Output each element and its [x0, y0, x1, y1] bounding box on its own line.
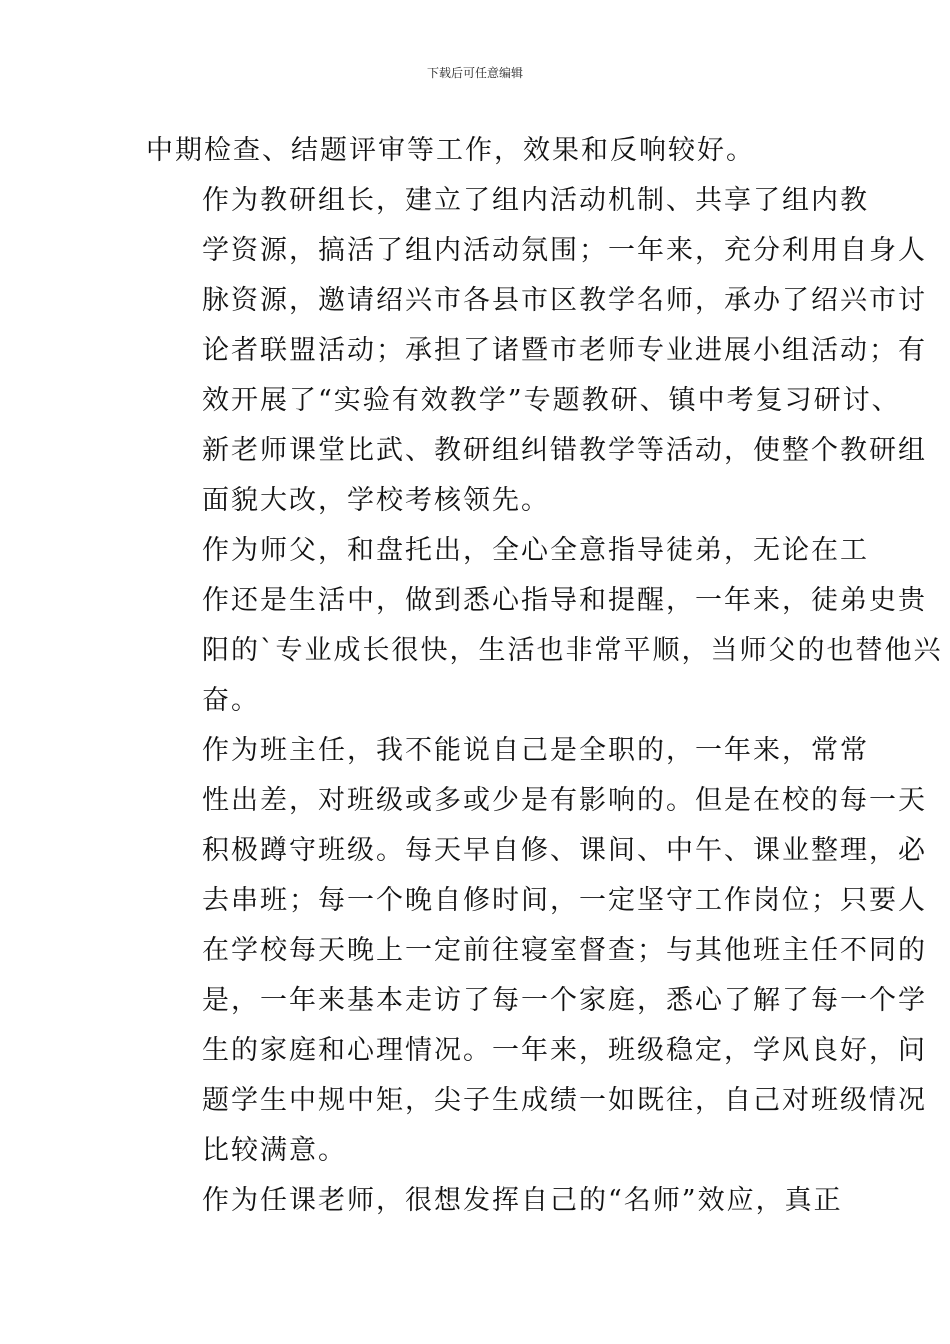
text-line: 学资源，搞活了组内活动氛围；一年来，充分利用自身人 — [202, 235, 927, 266]
text-line: 作为班主任，我不能说自己是全职的，一年来，常常 — [202, 735, 869, 766]
text-line: 是，一年来基本走访了每一个家庭，悉心了解了每一个学 — [202, 985, 927, 1016]
text-line: 在学校每天晚上一定前往寝室督查；与其他班主任不同的 — [202, 935, 927, 966]
text-line: 面貌大改，学校考核领先。 — [202, 485, 550, 516]
body-text — [146, 126, 943, 1226]
header-note: 下载后可任意编辑 — [426, 66, 523, 80]
text-line: 作为任课老师，很想发挥自己的“名师”效应，真正 — [202, 1185, 843, 1216]
text-line: 作为教研组长，建立了组内活动机制、共享了组内教 — [202, 185, 869, 216]
text-line: 脉资源，邀请绍兴市各县市区教学名师，承办了绍兴市讨 — [202, 285, 927, 316]
text-line: 奋。 — [202, 685, 260, 716]
text-line: 性出差，对班级或多或少是有影响的。但是在校的每一天 — [202, 785, 927, 816]
paragraph — [146, 1176, 843, 1226]
text-line: 作为师父，和盘托出，全心全意指导徒弟，无论在工 — [202, 535, 869, 566]
text-line: 论者联盟活动；承担了诸暨市老师专业进展小组活动；有 — [202, 335, 927, 366]
paragraph — [146, 176, 927, 526]
text-line: 作还是生活中，做到悉心指导和提醒，一年来，徒弟史贵 — [202, 585, 927, 616]
text-line: 中期检查、结题评审等工作，效果和反响较好。 — [146, 135, 755, 166]
paragraph — [146, 526, 943, 726]
text-line: 效开展了“实验有效教学”专题教研、镇中考复习研讨、 — [202, 385, 901, 416]
paragraph — [146, 126, 808, 176]
text-line: 题学生中规中矩，尖子生成绩一如既往，自己对班级情况 — [202, 1085, 927, 1116]
text-line: 比较满意。 — [202, 1135, 347, 1166]
text-line: 阳的`专业成长很快，生活也非常平顺，当师父的也替他兴 — [202, 635, 943, 666]
text-line: 生的家庭和心理情况。一年来，班级稳定，学风良好，问 — [202, 1035, 927, 1066]
paragraph — [146, 726, 927, 1176]
text-line: 积极蹲守班级。每天早自修、课间、中午、课业整理，必 — [202, 835, 927, 866]
text-line: 去串班；每一个晚自修时间，一定坚守工作岗位；只要人 — [202, 885, 927, 916]
text-line: 新老师课堂比武、教研组纠错教学等活动，使整个教研组 — [202, 435, 927, 466]
